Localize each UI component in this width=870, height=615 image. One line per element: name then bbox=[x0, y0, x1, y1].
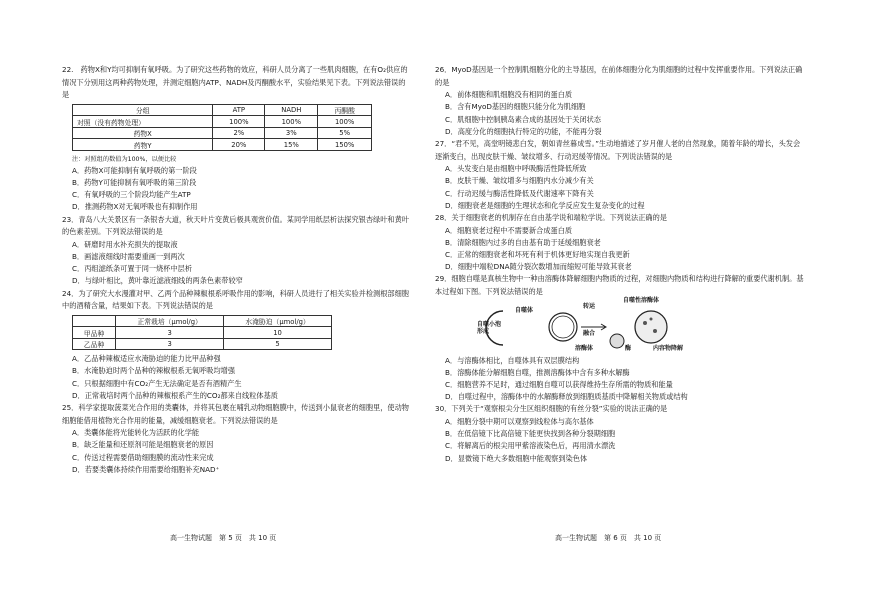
table-header: NADH bbox=[265, 104, 318, 116]
lysosome-shape bbox=[610, 334, 624, 348]
diagram-label: 酶 bbox=[625, 344, 632, 352]
table-cell: 药物Y bbox=[73, 139, 213, 151]
question-24 bbox=[62, 288, 412, 403]
option-d: D．细胞衰老是细胞的生理状态和化学反应发生复杂变化的过程 bbox=[445, 200, 645, 210]
option-b: B．清除细胞内过多的自由基有助于延缓细胞衰老 bbox=[445, 237, 601, 247]
table-row bbox=[73, 327, 332, 339]
table-cell: 15% bbox=[265, 139, 318, 151]
table-header bbox=[73, 315, 116, 327]
q22-stem: 22. 药物X和Y均可抑制有氧呼吸。为了研究这些药物的效应，科研人员分离了一些肌肉细胞，在有O₂供应的情况下分别用这两种药物处理，并测定细胞内ATP、NADH及丙酮酸水平，实验结果见下表。下列说法错误的是 bbox=[62, 65, 408, 100]
table-cell: 10 bbox=[224, 327, 332, 339]
option-b: B．溶酶体能分解细胞自噬，推测溶酶体中含有多种水解酶 bbox=[445, 367, 630, 377]
table-cell: 药物X bbox=[73, 127, 213, 139]
q27-stem: 27．“君不见，高堂明镜悲白发，朝如青丝暮成雪。”生动地描述了岁月催人老的自然现象，随着年龄的增长，头发会逐渐变白，出现皮肤干燥、皱纹增多、行动迟缓等情况。下列说法错误的是 bbox=[435, 139, 801, 161]
table-cell: 100% bbox=[318, 116, 372, 128]
option-a: A．乙品种辣椒适应水淹胁迫的能力比甲品种强 bbox=[72, 354, 221, 364]
table-cell: 甲品种 bbox=[73, 327, 116, 339]
option-d: D．与绿叶相比，黄叶靠近滤液细线的两条色素带较窄 bbox=[72, 276, 243, 286]
option-d: D．高度分化的细胞执行特定的功能，不能再分裂 bbox=[445, 126, 602, 136]
autophagosome-inner-shape bbox=[552, 316, 574, 338]
diagram-label: 自噬体 bbox=[515, 306, 534, 314]
option-c: C．行动迟缓与酶活性降低及代谢速率下降有关 bbox=[445, 188, 594, 198]
q28-stem: 28．关于细胞衰老的机制存在自由基学说和端粒学说。下列说法正确的是 bbox=[435, 213, 667, 222]
question-25 bbox=[62, 402, 412, 476]
question-22 bbox=[62, 64, 412, 214]
option-d: D．细胞中端粒DNA随分裂次数增加而缩短可能导致其衰老 bbox=[445, 262, 632, 272]
autophagosome-shape bbox=[549, 313, 577, 341]
q30-stem: 30．下列关于“观察根尖分生区组织细胞的有丝分裂”实验的说法正确的是 bbox=[435, 404, 668, 414]
right-page bbox=[435, 0, 870, 615]
q24-table bbox=[72, 315, 332, 351]
q25-stem: 25．科学家提取菠菜光合作用的类囊体，并将其包裹在哺乳动物细胞膜中，传送到小鼠衰老的细胞里，使动物细胞能借用植物光合作用的能量，减缓细胞衰老。下列说法错误的是 bbox=[62, 403, 409, 425]
question-29 bbox=[435, 273, 807, 403]
enzyme-dot bbox=[653, 329, 657, 333]
option-c: C．细胞营养不足时，通过细胞自噬可以获得维持生存所需的物质和能量 bbox=[445, 380, 673, 389]
option-b: B．药物Y可能抑制有氧呼吸的第三阶段 bbox=[72, 177, 197, 187]
option-a: A．类囊体能将光能转化为活跃的化学能 bbox=[72, 428, 200, 438]
diagram-label: 内容物降解 bbox=[653, 344, 684, 352]
option-d: D．显微镜下绝大多数细胞中能观察到染色体 bbox=[445, 453, 588, 463]
table-header: 分组 bbox=[73, 104, 213, 116]
page-footer: 高一生物试题 第 5 页 共 10 页 bbox=[170, 534, 277, 542]
option-a: A．细胞分裂中期可以观察到线粒体与高尔基体 bbox=[445, 417, 594, 426]
table-row bbox=[73, 338, 332, 350]
option-d: D．正常栽培时两个品种的辣椒根系产生的CO₂都来自线粒体基质 bbox=[72, 390, 278, 400]
q22-table bbox=[72, 104, 372, 151]
enzyme-dot bbox=[643, 321, 647, 325]
option-d: D．自噬过程中，溶酶体中的水解酶释放到细胞质基质中降解相关物质或结构 bbox=[445, 392, 688, 402]
option-c: C．传送过程需要借助细胞膜的流动性来完成 bbox=[72, 452, 214, 462]
option-a: A．头发变白是由细胞中呼吸酶活性降低所致 bbox=[445, 164, 587, 174]
option-c: C．只根据细胞中有CO₂产生无法确定是否有酒精产生 bbox=[72, 378, 242, 388]
q29-stem: 29．细胞自噬是真核生物中一种由溶酶体降解细胞内物质的过程，对细胞内物质和结构进行降解的重要代谢机制。基本过程如下图。下列说法错误的是 bbox=[435, 274, 804, 296]
table-cell: 100% bbox=[265, 116, 318, 128]
option-a: A．与溶酶体相比，自噬体具有双层膜结构 bbox=[445, 355, 580, 365]
enzyme-dot bbox=[650, 317, 653, 320]
option-c: C．正常的细胞衰老和坏死有利于机体更好地实现自我更新 bbox=[445, 250, 630, 259]
option-b: B．在低倍镜下比高倍镜下能更快找到各种分裂期细胞 bbox=[445, 429, 616, 439]
table-row bbox=[73, 127, 372, 139]
table-header: 水淹胁迫（μmol/g） bbox=[224, 315, 332, 327]
table-cell: 20% bbox=[213, 139, 265, 151]
question-26 bbox=[435, 64, 807, 138]
option-b: B．缺乏能量和还原剂可能是细胞衰老的原因 bbox=[72, 440, 214, 450]
diagram-label: 溶酶体 bbox=[575, 344, 594, 352]
q22-note: 注：对照组的数值为100%，以便比较 bbox=[72, 155, 177, 163]
option-c: C．丙组滤纸条可置于同一烧杯中层析 bbox=[72, 264, 193, 274]
diagram-label: 转运 bbox=[583, 302, 596, 310]
option-b: B．画滤液细线时需要重画一到两次 bbox=[72, 251, 185, 261]
table-row bbox=[73, 116, 372, 128]
diagram-label: 自噬小泡形成 bbox=[477, 320, 502, 335]
diagram-label: 自噬性溶酶体 bbox=[623, 296, 660, 304]
option-d: D．若要类囊体持续作用需要给细胞补充NAD⁺ bbox=[72, 464, 220, 474]
autophagy-diagram bbox=[475, 296, 705, 353]
diagram-label: 融合 bbox=[583, 329, 596, 337]
option-b: B．水淹胁迫时两个品种的辣椒根系无氧呼吸均增强 bbox=[72, 366, 236, 376]
option-a: A．前体细胞和肌细胞没有相同的蛋白质 bbox=[445, 90, 573, 100]
option-a: A．药物X可能抑制有氧呼吸的第一阶段 bbox=[72, 165, 197, 175]
table-cell: 3% bbox=[265, 127, 318, 139]
option-b: B．皮肤干燥、皱纹增多与细胞内水分减少有关 bbox=[445, 176, 594, 186]
option-b: B．含有MyoD基因的细胞只能分化为肌细胞 bbox=[445, 102, 586, 112]
table-cell: 5% bbox=[318, 127, 372, 139]
table-cell: 2% bbox=[213, 127, 265, 139]
option-c: C．有氧呼吸的三个阶段均能产生ATP bbox=[72, 190, 191, 200]
page-footer: 高一生物试题 第 6 页 共 10 页 bbox=[555, 534, 662, 542]
question-28 bbox=[435, 212, 807, 273]
table-cell: 3 bbox=[116, 327, 224, 339]
table-header: 正常栽培（μmol/g） bbox=[116, 315, 224, 327]
table-cell: 5 bbox=[224, 338, 332, 350]
table-cell: 乙品种 bbox=[73, 338, 116, 350]
question-30 bbox=[435, 403, 807, 464]
q26-stem: 26．MyoD基因是一个控制肌细胞分化的主导基因，在前体细胞分化为肌细胞的过程中发挥重要作用。下列说法正确的是 bbox=[435, 65, 803, 87]
table-cell: 100% bbox=[213, 116, 265, 128]
option-c: C．将解离后的根尖用甲紫溶液染色后，再用清水漂洗 bbox=[445, 441, 616, 451]
table-cell: 对照（没有药物处理） bbox=[73, 116, 213, 128]
question-23 bbox=[62, 214, 412, 288]
table-cell: 3 bbox=[116, 338, 224, 350]
option-a: A．研磨时用水补充损失的提取液 bbox=[72, 239, 178, 249]
table-row bbox=[73, 139, 372, 151]
question-27 bbox=[435, 138, 807, 212]
table-header: ATP bbox=[213, 104, 265, 116]
table-header: 丙酮酸 bbox=[318, 104, 372, 116]
option-d: D．推测药物X对无氧呼吸也有抑制作用 bbox=[72, 202, 198, 212]
table-cell: 150% bbox=[318, 139, 372, 151]
right-column bbox=[435, 64, 807, 465]
option-c: C．肌细胞中控制胰岛素合成的基因处于关闭状态 bbox=[445, 114, 601, 124]
option-a: A．细胞衰老过程中不需要新合成蛋白质 bbox=[445, 225, 573, 235]
left-column bbox=[62, 64, 412, 476]
autolysosome-shape bbox=[635, 311, 667, 343]
q24-stem: 24．为了研究大水漫灌对甲、乙两个品种辣椒根系呼吸作用的影响，科研人员进行了相关实验并检测根部细胞中的酒精含量，结果如下表。下列说法错误的是 bbox=[62, 288, 409, 311]
q23-stem: 23．青岛八大关景区有一条银杏大道，秋天叶片变黄后极具观赏价值。某同学用纸层析法探究银杏绿叶和黄叶的色素差别。下列说法错误的是 bbox=[62, 214, 409, 237]
